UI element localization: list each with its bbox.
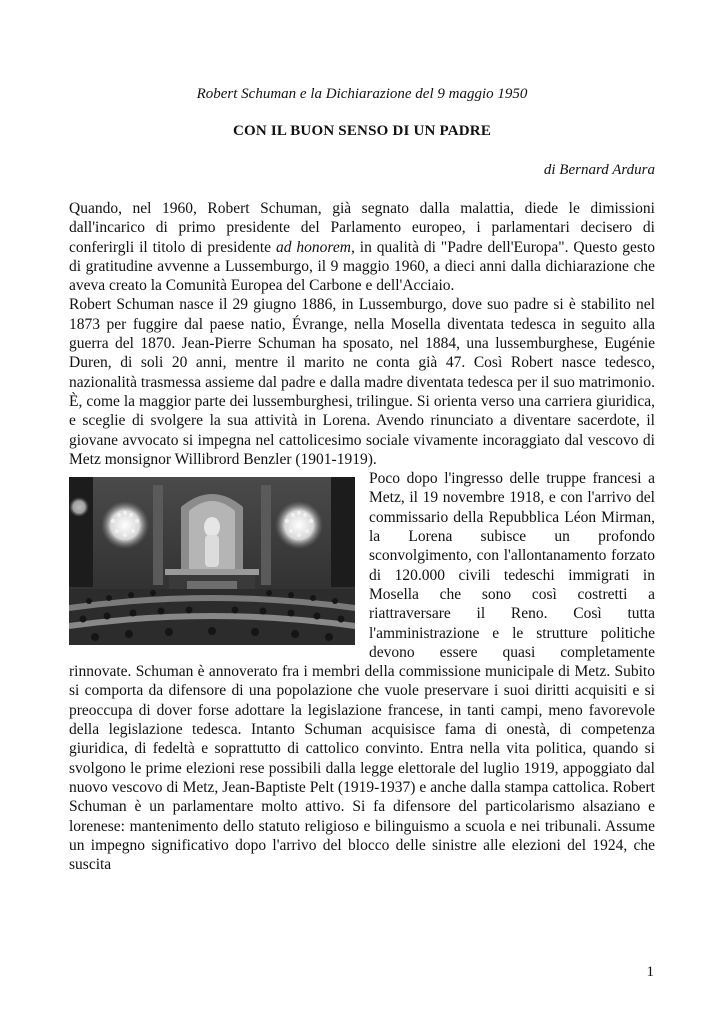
document-title: CON IL BUON SENSO DI UN PADRE <box>232 123 492 139</box>
paragraph-1 <box>69 199 655 295</box>
article-body <box>69 199 655 874</box>
paragraph-2: Robert Schuman nasce il 29 giugno 1886, in Lussemburgo, dove suo padre si è stabilito nel 1873 per fuggire dal paese natio, Évrange, nella Mosella diventata tedesca in seguito alla guerra del 1870. Jean-Pierre Schuman ha sposato, nel 1884, una lussemburghese, Eugénie Duren, di soli 20 anni, mentre il marito ne conta già 47. Così Robert nasce tedesco, nazionalità trasmessa assieme dal padre e dalla madre diventata tedesca per il suo matrimonio. È, come la maggior parte dei lussemburghesi, trilingue. Si orienta verso una carriera giuridica, e sceglie di svolgere la sua attività in Lorena. Avendo rinunciato a diventare sacerdote, il giovane avvocato si impegna nel cattolicesimo sociale vivamente incoraggiato dal vescovo di Metz monsignor Willibrord Benzler (1901-1919). <box>69 296 655 468</box>
document-subtitle: Robert Schuman e la Dichiarazione del 9 maggio 1950 <box>196 86 528 102</box>
historical-photo <box>69 477 355 645</box>
author-byline: di Bernard Ardura <box>543 162 655 178</box>
paragraph-1-text-b: , in qualità di "Padre dell'Europa". Questo gesto di gratitudine avvenne a Lussemburgo, il 9 maggio 1960, a dieci anni dalla dichiarazione che aveva creato la Comunità Europea del Carbone e dell'Acciaio. <box>69 238 655 295</box>
paragraph-1-text-a: Quando, nel 1960, Robert Schuman, già segnato dalla malattia, diede le dimissioni dall'incarico di primo presidente del Parlamento europeo, i parlamentari decisero di conferirgli il titolo di presidente <box>69 200 655 256</box>
page-number: 1 <box>646 964 654 980</box>
paragraph-3: Poco dopo l'ingresso delle truppe francesi a Metz, il 19 novembre 1918, e con l'arrivo del commissario della Repubblica Léon Mirman, la Lorena subisce un profondo sconvolgimento, con l'allontanamento forzato di 120.000 civili tedeschi immigrati in Mosella che sono così costretti a riattraversare il Reno. Così tutta l'amministrazione e le strutture politiche devono essere quasi completamente rinnovate. Schuman è annoverato fra i membri della commissione municipale di Metz. Subito si comporta da difensore di una popolazione che vuole preservare i suoi diritti acquisiti e si preoccupa di dover forse adottare la legislazione francese, in tanti campi, meno favorevole della legislazione tedesca. Intanto Schuman acquisisce fama di onestà, di competenza giuridica, di fedeltà e soprattutto di cattolico convinto. Entra nella vita politica, quando si svolgono le prime elezioni rese possibili dalla legge elettorale del luglio 1919, appoggiato dal nuovo vescovo di Metz, Jean-Baptiste Pelt (1919-1937) e anche dalla stampa cattolica. Robert Schuman è un parlamentare molto attivo. Si fa difensore del particolarismo alsaziano e lorenese: mantenimento dello statuto religioso e bilinguismo a scuola e nei tribunali. Assume un impegno significativo dopo l'arrivo del blocco delle sinistre alle elezioni del 1924, che suscita <box>69 470 655 874</box>
assembly-hall-photo <box>69 477 355 645</box>
paragraph-1-italic: ad honorem <box>275 238 351 256</box>
